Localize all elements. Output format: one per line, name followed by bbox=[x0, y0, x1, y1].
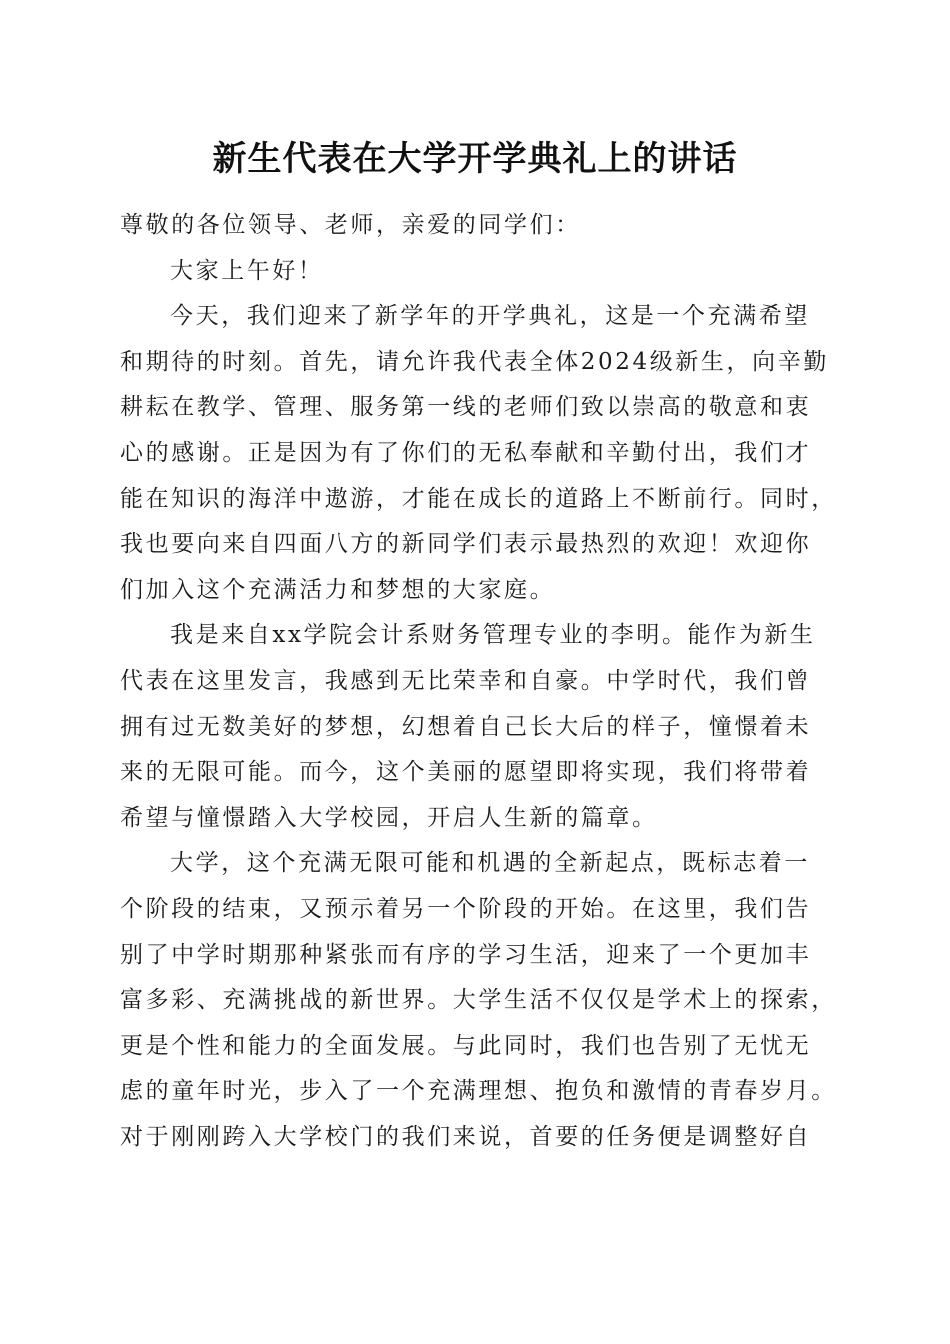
body-line: 希望与憧憬踏入大学校园，开启人生新的篇章。 bbox=[120, 804, 658, 831]
document-title: 新生代表在大学开学典礼上的讲话 bbox=[212, 139, 738, 179]
body-line: 更是个性和能力的全面发展。与此同时，我们也告别了无忧无 bbox=[120, 1032, 812, 1059]
body-line: 代表在这里发言，我感到无比荣幸和自豪。中学时代，我们曾 bbox=[120, 667, 812, 694]
body-line: 心的感谢。正是因为有了你们的无私奉献和辛勤付出，我们才 bbox=[120, 439, 812, 466]
body-line: 我是来自xx学院会计系财务管理专业的李明。能作为新生 bbox=[170, 622, 816, 649]
body-line: 富多彩、充满挑战的新世界。大学生活不仅仅是学术上的探索， bbox=[120, 987, 837, 1014]
body-line: 我也要向来自四面八方的新同学们表示最热烈的欢迎！欢迎你 bbox=[120, 531, 812, 558]
body-line: 大家上午好！ bbox=[170, 257, 324, 284]
body-line: 对于刚刚跨入大学校门的我们来说，首要的任务便是调整好自 bbox=[120, 1123, 812, 1150]
body-line: 虑的童年时光，步入了一个充满理想、抱负和激情的青春岁月。 bbox=[120, 1078, 837, 1105]
body-line: 尊敬的各位领导、老师，亲爱的同学们： bbox=[120, 212, 581, 238]
body-line: 耕耘在教学、管理、服务第一线的老师们致以崇高的敬意和衷 bbox=[120, 394, 812, 421]
body-line: 和期待的时刻。首先，请允许我代表全体2024级新生，向辛勤 bbox=[120, 348, 829, 375]
body-line: 拥有过无数美好的梦想，幻想着自己长大后的样子，憧憬着未 bbox=[120, 713, 812, 740]
body-line: 今天，我们迎来了新学年的开学典礼，这是一个充满希望 bbox=[170, 303, 810, 330]
body-line: 来的无限可能。而今，这个美丽的愿望即将实现，我们将带着 bbox=[120, 759, 812, 786]
body-line: 们加入这个充满活力和梦想的大家庭。 bbox=[120, 576, 556, 603]
body-line: 大学，这个充满无限可能和机遇的全新起点，既标志着一 bbox=[170, 850, 810, 877]
body-line: 能在知识的海洋中遨游，才能在成长的道路上不断前行。同时， bbox=[120, 485, 837, 512]
document-body bbox=[120, 203, 837, 1160]
body-line: 别了中学时期那种紧张而有序的学习生活，迎来了一个更加丰 bbox=[120, 941, 812, 968]
body-line: 个阶段的结束，又预示着另一个阶段的开始。在这里，我们告 bbox=[120, 895, 812, 922]
